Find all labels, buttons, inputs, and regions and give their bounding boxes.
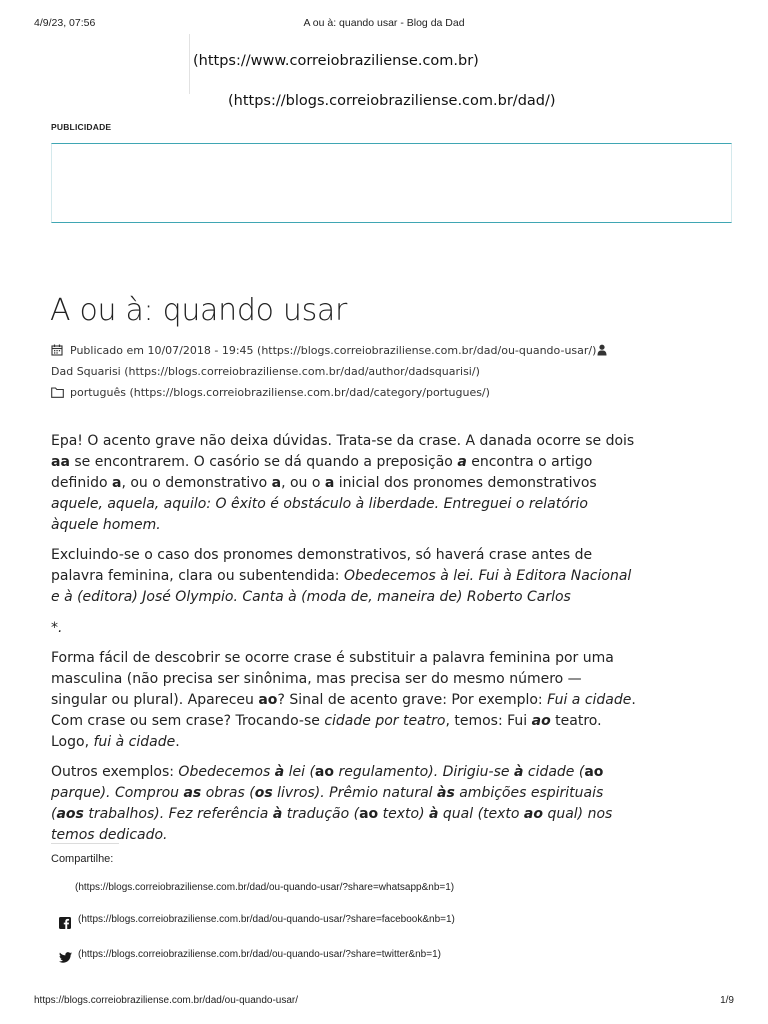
article-paragraph-1 <box>51 431 636 536</box>
text-run: parque). Comprou <box>51 785 184 801</box>
category-link[interactable]: português (https://blogs.correiobraziliense.com.br/dad/category/portugues/) <box>70 386 490 399</box>
text-run: aos <box>56 806 84 822</box>
text-run: Epa! O acento grave não deixa dúvidas. Trata-se da crase. A danada ocorre se dois <box>51 433 635 449</box>
text-run: aa <box>51 454 70 470</box>
text-run: . <box>175 734 180 750</box>
facebook-icon[interactable] <box>59 917 71 929</box>
text-run: qual (texto <box>438 806 524 822</box>
text-run: cidade ( <box>523 764 585 780</box>
text-run: aquele, aquela, aquilo: O êxito é obstáculo à liberdade. Entreguei o relatório àquele homem. <box>51 496 588 533</box>
share-whatsapp-link[interactable]: (https://blogs.correiobraziliense.com.br/dad/ou-quando-usar/?share=whatsapp&nb=1) <box>75 882 455 893</box>
text-run: ao <box>523 806 543 822</box>
twitter-icon[interactable] <box>59 952 72 963</box>
text-run: as <box>183 785 202 801</box>
text-run: . Com crase ou sem crase? Trocando-se <box>51 692 636 729</box>
text-run: Excluindo-se o caso dos pronomes demonstrativos, só haverá crase antes de palavra feminina, clara ou subentendida: <box>51 547 593 584</box>
text-run: texto) <box>378 806 429 822</box>
text-run: Forma fácil de descobrir se ocorre crase é substituir a palavra feminina por uma masculina (não precisa ser sinônima, mas precisa ser do mesmo número — singular ou plural). Apareceu <box>51 650 614 708</box>
text-run: ao <box>258 692 278 708</box>
ad-slot <box>51 143 732 223</box>
print-page-number: 1/9 <box>720 995 734 1006</box>
share-twitter-link[interactable]: (https://blogs.correiobraziliense.com.br/dad/ou-quando-usar/?share=twitter&nb=1) <box>78 949 441 960</box>
text-run: Fui a cidade <box>547 692 632 708</box>
text-run: inicial dos pronomes demonstrativos <box>334 475 597 491</box>
author-link[interactable]: Dad Squarisi (https://blogs.correiobraziliense.com.br/dad/author/dadsquarisi/) <box>51 365 480 378</box>
text-run: os <box>254 785 273 801</box>
folder-icon <box>51 387 64 398</box>
text-run: , ou o demonstrativo <box>121 475 272 491</box>
article-body <box>51 431 636 846</box>
article-paragraph-4 <box>51 648 636 753</box>
text-run: Obedecemos à lei. Fui à Editora Nacional e à (editora) José Olympio. Canta à (moda de, maneira de) Roberto Carlos <box>51 568 632 605</box>
text-run: Obedecemos <box>178 764 275 780</box>
text-run: tradução ( <box>282 806 360 822</box>
text-run: ao <box>314 764 334 780</box>
text-run: cidade por teatro <box>324 713 446 729</box>
site-logo-link[interactable]: (https://www.correiobraziliense.com.br) <box>193 53 479 69</box>
text-run: a <box>111 475 122 491</box>
text-run: se encontrarem. O casório se dá quando a preposição <box>69 454 458 470</box>
print-footer-url: https://blogs.correiobraziliense.com.br/dad/ou-quando-usar/ <box>34 995 299 1006</box>
text-run: lei ( <box>284 764 315 780</box>
text-run: ? Sinal de acento grave: Por exemplo: <box>277 692 548 708</box>
share-label: Compartilhe: <box>51 853 114 865</box>
text-run: *. <box>51 620 63 636</box>
text-run: a <box>324 475 335 491</box>
text-run: trabalhos). Fez referência <box>83 806 273 822</box>
article-paragraph-3 <box>51 618 636 639</box>
share-divider <box>51 843 119 844</box>
published-date-link[interactable]: Publicado em 10/07/2018 - 19:45 (https://blogs.correiobraziliense.com.br/dad/ou-quando-usar/) <box>70 344 597 357</box>
text-run: à <box>428 806 439 822</box>
calendar-icon <box>51 344 63 356</box>
text-run: livros). Prêmio natural <box>272 785 437 801</box>
text-run: , ou o <box>281 475 325 491</box>
ad-label: PUBLICIDADE <box>51 122 112 132</box>
text-run: obras ( <box>201 785 255 801</box>
text-run: a <box>457 454 467 470</box>
text-run: à <box>274 764 285 780</box>
text-run: Outros exemplos: <box>51 764 179 780</box>
text-run: a <box>271 475 282 491</box>
text-run: à <box>513 764 524 780</box>
text-run: regulamento). Dirigiu-se <box>334 764 514 780</box>
text-run: ao <box>359 806 379 822</box>
share-facebook-link[interactable]: (https://blogs.correiobraziliense.com.br/dad/ou-quando-usar/?share=facebook&nb=1) <box>78 914 455 925</box>
text-run: teatro. Logo, <box>51 713 602 750</box>
text-run: fui à cidade <box>93 734 176 750</box>
header-divider <box>189 34 190 94</box>
article-title: A ou à: quando usar <box>50 293 348 328</box>
text-run: às <box>437 785 455 801</box>
text-run: ao <box>531 713 551 729</box>
blog-logo-link[interactable]: (https://blogs.correiobraziliense.com.br/dad/) <box>228 93 556 109</box>
text-run: qual) nos temos dedicado. <box>51 806 613 843</box>
print-page-title: A ou à: quando usar - Blog da Dad <box>303 17 465 29</box>
text-run: , temos: Fui <box>445 713 532 729</box>
text-run: ao <box>584 764 604 780</box>
article-paragraph-2 <box>51 545 636 608</box>
article-paragraph-5 <box>51 762 636 846</box>
print-datetime: 4/9/23, 07:56 <box>34 17 96 29</box>
text-run: à <box>272 806 283 822</box>
user-icon <box>597 344 607 356</box>
text-run: encontra o artigo definido <box>51 454 593 491</box>
text-run: ambições espirituais ( <box>51 785 604 822</box>
